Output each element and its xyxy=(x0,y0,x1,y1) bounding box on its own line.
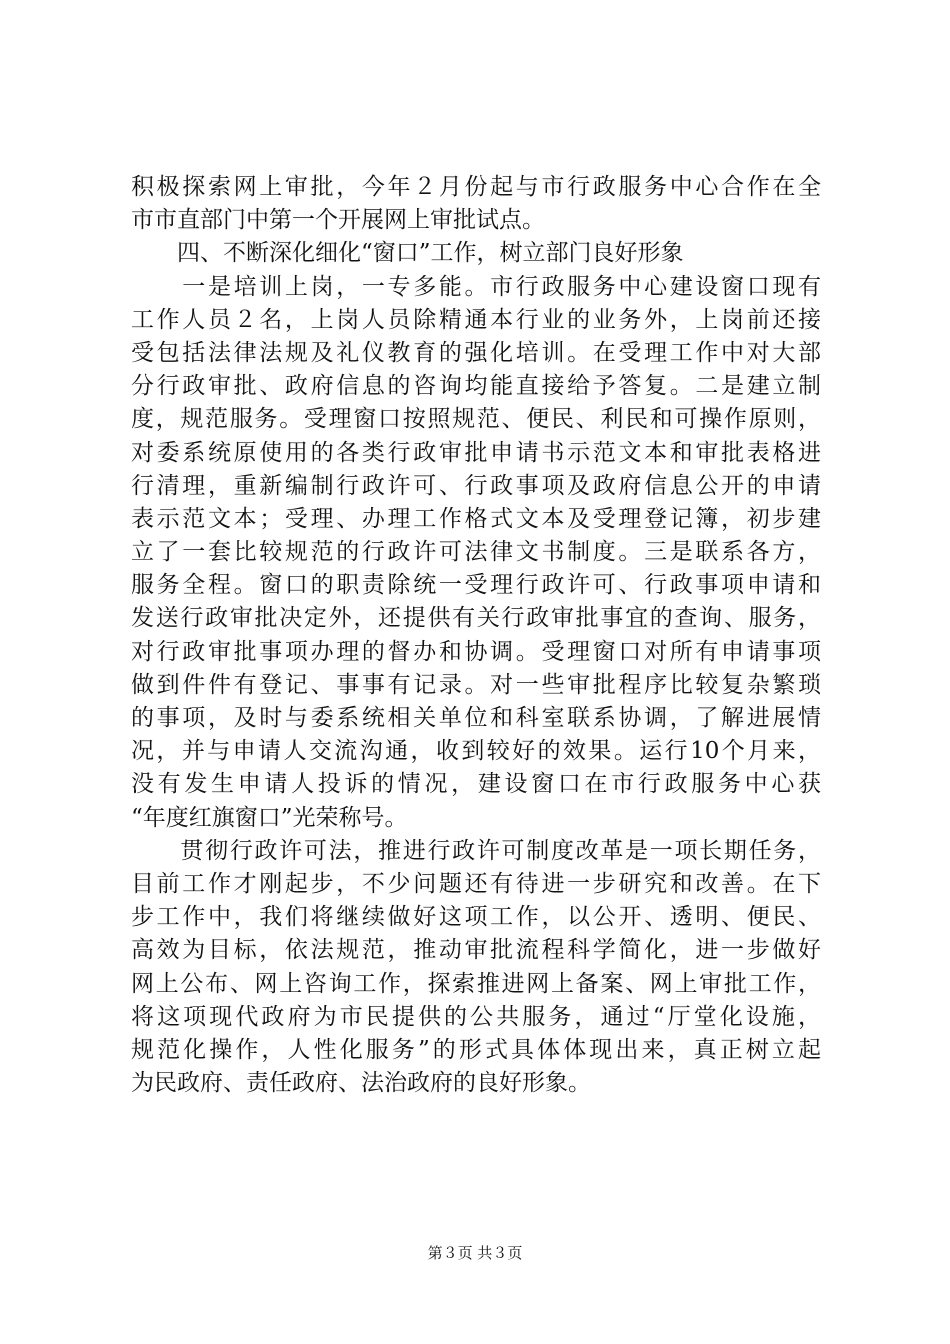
text-line: 况，并与申请人交流沟通，收到较好的效果。运行10个月来， xyxy=(131,738,821,765)
text-line: 将这项现代政府为市民提供的公共服务，通过“厅堂化设施， xyxy=(131,1003,821,1030)
text-line: 的事项，及时与委系统相关单位和科室联系协调，了解进展情 xyxy=(131,705,821,731)
text-line: 立了一套比较规范的行政许可法律文书制度。三是联系各方， xyxy=(131,539,821,566)
text-line: 对委系统原使用的各类行政审批申请书示范文本和审批表格进 xyxy=(131,439,821,466)
text-line: 对行政审批事项办理的督办和协调。受理窗口对所有申请事项 xyxy=(131,638,821,665)
document-body xyxy=(131,171,821,1100)
text-line: 服务全程。窗口的职责除统一受理行政许可、行政事项申请和 xyxy=(131,572,821,599)
text-line: “年度红旗窗口”光荣称号。 xyxy=(131,804,408,831)
text-line: 行清理，重新编制行政许可、行政事项及政府信息公开的申请 xyxy=(131,472,821,499)
text-line: 高效为目标，依法规范，推动审批流程科学简化，进一步做好 xyxy=(131,937,821,964)
text-line: 市市直部门中第一个开展网上审批试点。 xyxy=(131,207,545,234)
text-line: 贯彻行政许可法，推进行政许可制度改革是一项长期任务， xyxy=(131,837,821,864)
text-line: 规范化操作，人性化服务”的形式具体体现出来，真正树立起 xyxy=(131,1036,821,1063)
text-line: 积极探索网上审批，今年２月份起与市行政服务中心合作在全 xyxy=(131,174,821,200)
text-line: 表示范文本；受理、办理工作格式文本及受理登记簿，初步建 xyxy=(131,505,821,532)
text-line: 一是培训上岗，一专多能。市行政服务中心建设窗口现有 xyxy=(131,273,821,300)
text-line: 发送行政审批决定外，还提供有关行政审批事宜的查询、服务， xyxy=(131,605,821,632)
text-line: 没有发生申请人投诉的情况，建设窗口在市行政服务中心获 xyxy=(131,771,821,798)
page-footer: 第３页 共３页 xyxy=(427,1244,523,1262)
text-line: 四、不断深化细化“窗口”工作，树立部门良好形象 xyxy=(131,240,684,267)
text-line: 做到件件有登记、事事有记录。对一些审批程序比较复杂繁琐 xyxy=(131,671,821,698)
text-line: 度，规范服务。受理窗口按照规范、便民、利民和可操作原则， xyxy=(131,406,821,433)
text-line: 受包括法律法规及礼仪教育的强化培训。在受理工作中对大部 xyxy=(131,339,821,366)
text-line: 步工作中，我们将继续做好这项工作，以公开、透明、便民、 xyxy=(131,904,821,931)
text-line: 目前工作才刚起步，不少问题还有待进一步研究和改善。在下 xyxy=(131,870,821,897)
text-line: 网上公布、网上咨询工作，探索推进网上备案、网上审批工作， xyxy=(131,970,821,997)
text-line: 分行政审批、政府信息的咨询均能直接给予答复。二是建立制 xyxy=(131,373,821,400)
text-line: 工作人员２名，上岗人员除精通本行业的业务外，上岗前还接 xyxy=(131,306,821,333)
text-line: 为民政府、责任政府、法治政府的良好形象。 xyxy=(131,1070,591,1097)
